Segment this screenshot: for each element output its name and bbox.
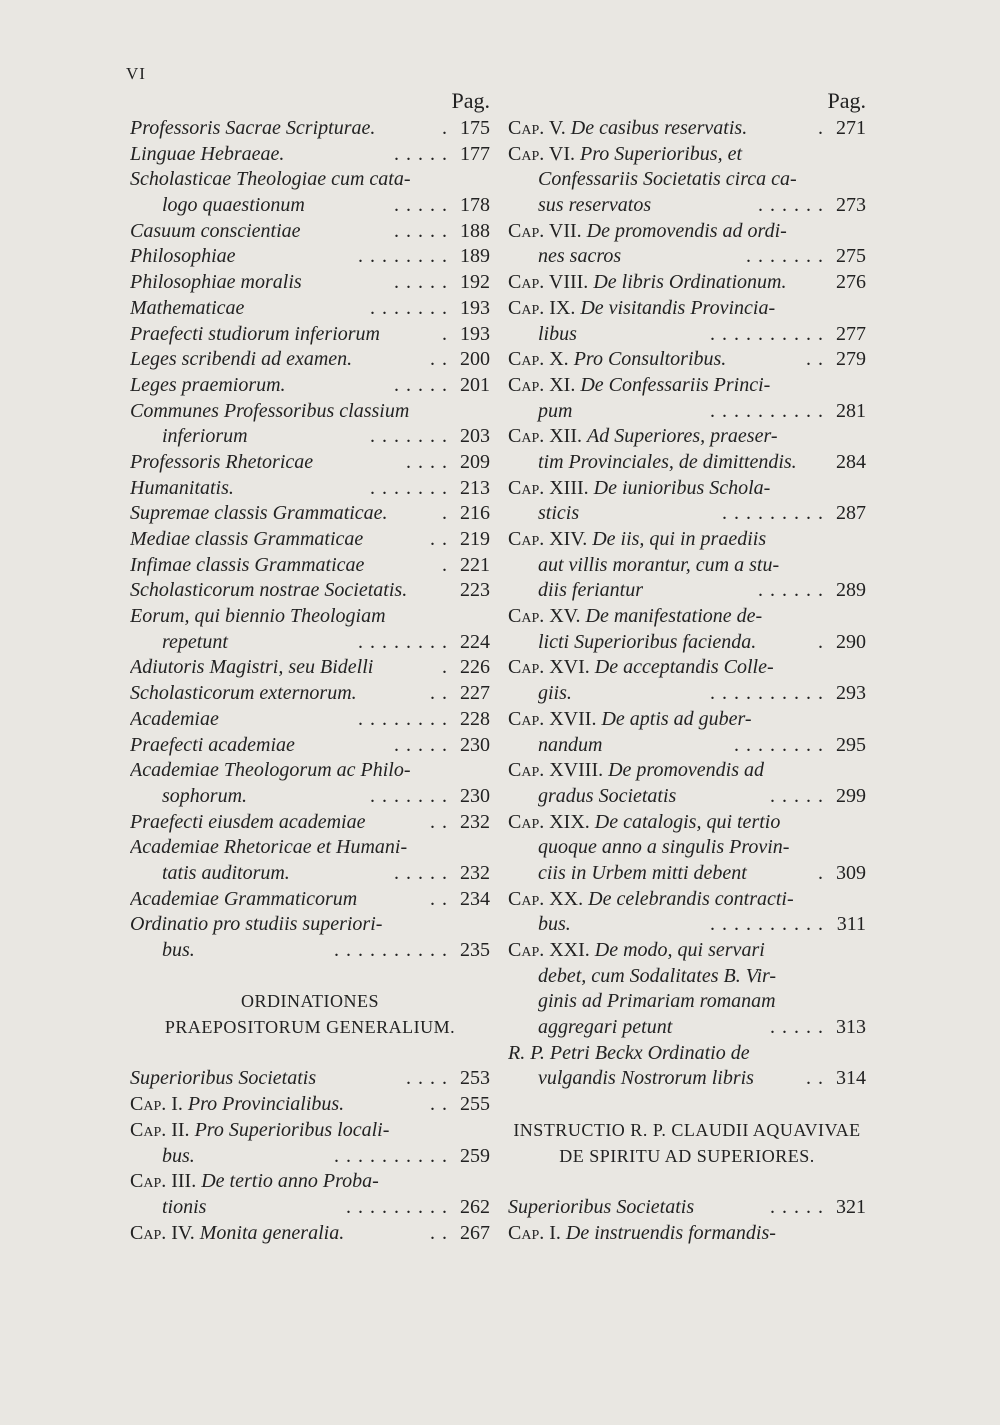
leader-dots: .. xyxy=(806,348,830,371)
spacer xyxy=(130,1041,490,1067)
toc-entry-title: De iunioribus Schola- xyxy=(593,476,771,499)
toc-page-number: 276 xyxy=(832,270,866,296)
pag-label-right: Pag. xyxy=(827,88,866,113)
toc-entry-title: De celebrandis contracti- xyxy=(588,887,794,910)
toc-entry xyxy=(508,167,866,193)
toc-entry xyxy=(508,296,866,322)
toc-page-number: 234 xyxy=(456,887,490,913)
toc-page-number: 314 xyxy=(832,1066,866,1092)
toc-entry-title: Adiutoris Magistri, seu Bidelli xyxy=(130,656,374,679)
toc-page-number: 295 xyxy=(832,733,866,759)
toc-entry-title: repetunt xyxy=(162,630,228,653)
toc-entry-title: quoque anno a singulis Provin- xyxy=(538,836,790,859)
toc-entry-title: Communes Professoribus classium xyxy=(130,399,410,422)
spacer xyxy=(508,1092,866,1118)
toc-entry xyxy=(130,270,490,296)
toc-entry xyxy=(508,989,866,1015)
toc-entry-title: Academiae Rhetoricae et Humani- xyxy=(130,836,408,859)
toc-page-number: 230 xyxy=(456,784,490,810)
toc-page-number: 200 xyxy=(456,347,490,373)
toc-entry-title: diis feriantur xyxy=(538,579,644,602)
leader-dots: . xyxy=(442,117,454,139)
leader-dots: .. xyxy=(430,528,454,550)
toc-entry-title: De visitandis Provincia- xyxy=(580,296,776,319)
toc-entry-title: Academiae xyxy=(130,707,219,730)
toc-entry-title: Ad Superiores, praeser- xyxy=(587,425,778,448)
toc-entry-title: Confessariis Societatis circa ca- xyxy=(538,168,797,191)
toc-entry-title: Supremae classis Grammaticae. xyxy=(130,502,388,525)
toc-page-number: 213 xyxy=(456,476,490,502)
toc-entry-title: nes sacros xyxy=(538,245,622,268)
leader-dots: ......... xyxy=(346,1195,454,1218)
toc-page-number: 209 xyxy=(456,450,490,476)
toc-page-number: 226 xyxy=(456,655,490,681)
leader-dots: .......... xyxy=(710,399,830,422)
toc-entry xyxy=(508,424,866,450)
toc-entry xyxy=(508,322,866,348)
toc-entry xyxy=(130,373,490,399)
leader-dots: .......... xyxy=(710,913,830,936)
toc-page-number: 284 xyxy=(832,450,866,476)
chapter-label: Cap. VIII. xyxy=(508,271,594,294)
leader-dots: . xyxy=(818,117,830,139)
chapter-label: Cap. XVII. xyxy=(508,707,602,730)
leader-dots: ..... xyxy=(394,194,454,217)
toc-entry xyxy=(508,861,866,887)
toc-page-number: 177 xyxy=(456,142,490,168)
leader-dots: . xyxy=(442,553,454,576)
toc-entry xyxy=(130,322,490,348)
toc-entry-title: aggregari petunt xyxy=(538,1016,673,1039)
toc-page-number: 290 xyxy=(832,630,866,656)
toc-entry xyxy=(508,784,866,810)
toc-entry xyxy=(508,270,866,296)
toc-page-number: 309 xyxy=(832,861,866,887)
toc-entry-title: Pro Provincialibus. xyxy=(187,1093,345,1116)
toc-entry-title: debet, cum Sodalitates B. Vir- xyxy=(538,964,777,987)
toc-page-number: 193 xyxy=(456,296,490,322)
leader-dots: . xyxy=(442,656,454,679)
toc-page-number: 193 xyxy=(456,322,490,348)
toc-entry-title: Pro Consultoribus. xyxy=(573,348,727,371)
toc-entry xyxy=(508,1015,866,1041)
toc-entry-title: Pro Superioribus locali- xyxy=(194,1118,390,1141)
toc-page-number: 175 xyxy=(456,116,490,142)
toc-page-number: 192 xyxy=(456,270,490,296)
toc-entry-title: Mediae classis Grammaticae xyxy=(130,528,364,550)
toc-entry xyxy=(508,116,866,142)
chapter-label: Cap. XIX. xyxy=(508,810,595,833)
left-toc-list-2 xyxy=(130,1066,490,1246)
toc-entry xyxy=(508,681,866,707)
leader-dots: ....... xyxy=(746,245,830,268)
toc-entry xyxy=(130,887,490,913)
toc-entry-title: ginis ad Primariam romanam xyxy=(538,990,776,1013)
toc-entry-title: bus. xyxy=(162,939,195,961)
chapter-label: Cap. VI. xyxy=(508,142,580,165)
toc-entry-title: De aptis ad guber- xyxy=(601,707,752,730)
leader-dots: ...... xyxy=(758,194,830,217)
toc-entry-title: aut villis morantur, cum a stu- xyxy=(538,553,780,576)
toc-entry xyxy=(508,604,866,630)
toc-page-number: 321 xyxy=(832,1195,866,1221)
section-heading: INSTRUCTIO R. P. CLAUDII AQUAVIVAE xyxy=(513,1119,861,1140)
leader-dots: . xyxy=(442,502,454,525)
toc-entry xyxy=(508,193,866,219)
leader-dots: ........ xyxy=(358,630,454,653)
toc-entry xyxy=(130,938,490,964)
toc-entry-title: De catalogis, qui tertio xyxy=(594,810,781,833)
toc-entry xyxy=(130,1066,490,1092)
toc-entry xyxy=(130,835,490,861)
leader-dots: . xyxy=(442,322,454,345)
toc-entry xyxy=(130,450,490,476)
toc-page-number: 267 xyxy=(456,1221,490,1247)
toc-entry-title: Philosophiae xyxy=(130,245,236,268)
toc-entry-title: Praefecti eiusdem academiae xyxy=(130,810,366,833)
toc-page-number: 227 xyxy=(456,681,490,707)
leader-dots: ....... xyxy=(370,425,454,448)
toc-entry-title: bus. xyxy=(538,913,571,936)
toc-page-number: 289 xyxy=(832,578,866,604)
toc-entry-title: Praefecti studiorum inferiorum xyxy=(130,322,380,345)
leader-dots: ..... xyxy=(770,784,830,807)
chapter-label: Cap. I. xyxy=(508,1221,566,1244)
toc-entry-title: bus. xyxy=(162,1144,195,1167)
chapter-label: Cap. XX. xyxy=(508,887,589,910)
toc-page-number: 189 xyxy=(456,244,490,270)
spacer xyxy=(508,1169,866,1195)
toc-entry-title: Pro Superioribus, et xyxy=(579,142,743,165)
toc-page-number: 287 xyxy=(832,501,866,527)
toc-page-number: 230 xyxy=(456,733,490,759)
leader-dots: .... xyxy=(406,1067,454,1090)
toc-entry-title: Linguae Hebraeae. xyxy=(130,142,285,165)
leader-dots: ..... xyxy=(394,219,454,242)
toc-entry-title: De Confessariis Princi- xyxy=(580,373,771,396)
toc-entry xyxy=(508,373,866,399)
toc-page-number: 262 xyxy=(456,1195,490,1221)
chapter-label: Cap. III. xyxy=(130,1170,202,1193)
chapter-label: Cap. XI. xyxy=(508,373,581,396)
toc-entry xyxy=(130,758,490,784)
toc-page-number: 275 xyxy=(832,244,866,270)
toc-entry xyxy=(130,655,490,681)
toc-entry-title: De modo, qui servari xyxy=(594,939,765,961)
toc-entry-title: Professoris Sacrae Scripturae. xyxy=(130,117,376,139)
toc-entry xyxy=(508,553,866,579)
toc-page-number: 203 xyxy=(456,424,490,450)
toc-entry xyxy=(130,527,490,553)
toc-entry-title: Leges praemiorum. xyxy=(130,373,286,396)
toc-entry-title: De manifestatione de- xyxy=(585,605,763,628)
toc-entry xyxy=(508,938,866,964)
leader-dots: .... xyxy=(406,450,454,473)
toc-entry xyxy=(130,1092,490,1118)
leader-dots: ........ xyxy=(734,733,830,756)
chapter-label: Cap. XV. xyxy=(508,605,586,628)
chapter-label: Cap. VII. xyxy=(508,219,587,242)
section-heading: DE SPIRITU AD SUPERIORES. xyxy=(559,1145,815,1166)
toc-entry-title: Scholasticorum externorum. xyxy=(130,682,357,705)
leader-dots: ....... xyxy=(370,784,454,807)
leader-dots: ..... xyxy=(394,861,454,884)
toc-entry xyxy=(508,707,866,733)
toc-entry-title: tatis auditorum. xyxy=(162,861,290,884)
toc-entry xyxy=(130,167,490,193)
toc-entry-title: tionis xyxy=(162,1195,207,1218)
toc-entry xyxy=(130,733,490,759)
pag-label-left: Pag. xyxy=(451,88,490,113)
toc-entry xyxy=(130,604,490,630)
chapter-label: Cap. XII. xyxy=(508,425,587,448)
toc-entry xyxy=(130,912,490,938)
toc-entry-title: Academiae Theologorum ac Philo- xyxy=(130,759,411,782)
leader-dots: .. xyxy=(430,1221,454,1244)
leader-dots: ....... xyxy=(370,296,454,319)
toc-entry-title: libus xyxy=(538,322,577,345)
toc-entry xyxy=(508,142,866,168)
toc-page-number: 216 xyxy=(456,501,490,527)
toc-entry xyxy=(130,219,490,245)
leader-dots: .......... xyxy=(710,322,830,345)
leader-dots: ...... xyxy=(758,579,830,602)
toc-entry xyxy=(130,630,490,656)
toc-entry-title: De libris Ordinationum. xyxy=(593,271,787,294)
toc-entry xyxy=(508,347,866,373)
leader-dots: .. xyxy=(430,682,454,705)
toc-entry-title: De iis, qui in praediis xyxy=(592,528,767,550)
leader-dots: .. xyxy=(430,810,454,833)
leader-dots: . xyxy=(818,630,830,653)
section-heading: PRAEPOSITORUM GENERALIUM. xyxy=(164,1017,456,1038)
toc-entry xyxy=(130,476,490,502)
toc-page-number: 271 xyxy=(832,116,866,142)
toc-entry-title: Praefecti academiae xyxy=(130,733,295,756)
toc-page-number: 228 xyxy=(456,707,490,733)
toc-page-number: 219 xyxy=(456,527,490,553)
leader-dots: .. xyxy=(430,1093,454,1116)
leader-dots: ..... xyxy=(394,271,454,294)
leader-dots: ........ xyxy=(358,245,454,268)
toc-page-number: 223 xyxy=(456,578,490,604)
left-toc-list xyxy=(130,116,490,964)
toc-page-number: 277 xyxy=(832,322,866,348)
leader-dots: ..... xyxy=(394,733,454,756)
toc-page-number: 224 xyxy=(456,630,490,656)
toc-entry xyxy=(508,758,866,784)
right-toc-list xyxy=(508,116,866,1092)
toc-entry xyxy=(130,1118,490,1144)
toc-page-number: 221 xyxy=(456,553,490,579)
chapter-label: Cap. IV. xyxy=(130,1221,200,1244)
toc-entry xyxy=(508,219,866,245)
toc-entry xyxy=(508,1041,866,1067)
toc-entry-title: tim Provinciales, de dimittendis. xyxy=(538,450,797,473)
toc-entry xyxy=(508,810,866,836)
chapter-label: Cap. I. xyxy=(130,1093,188,1116)
toc-entry-title: sticis xyxy=(538,502,580,525)
toc-entry-title: Professoris Rhetoricae xyxy=(130,450,314,473)
chapter-label: Cap. X. xyxy=(508,348,574,371)
chapter-label: Cap. XIV. xyxy=(508,528,593,550)
toc-page-number: 281 xyxy=(832,399,866,425)
toc-page-number: 255 xyxy=(456,1092,490,1118)
toc-entry-title: R. P. Petri Beckx Ordinatio de xyxy=(508,1041,750,1064)
toc-entry xyxy=(508,527,866,553)
toc-entry xyxy=(130,116,490,142)
leader-dots: ..... xyxy=(394,142,454,165)
toc-entry-title: nandum xyxy=(538,733,603,756)
spacer xyxy=(130,964,490,990)
toc-entry-title: De acceptandis Colle- xyxy=(594,656,774,679)
leader-dots: .......... xyxy=(334,1144,454,1167)
toc-entry xyxy=(130,784,490,810)
toc-page-number: 273 xyxy=(832,193,866,219)
toc-entry xyxy=(130,810,490,836)
toc-entry-title: gradus Societatis xyxy=(538,784,677,807)
toc-entry xyxy=(130,142,490,168)
toc-entry-title: Mathematicae xyxy=(130,296,245,319)
toc-entry xyxy=(508,655,866,681)
toc-entry xyxy=(130,1169,490,1195)
toc-entry xyxy=(508,399,866,425)
leader-dots: ..... xyxy=(770,1016,830,1039)
toc-page-number: 313 xyxy=(832,1015,866,1041)
leader-dots: ..... xyxy=(394,373,454,396)
toc-entry-title: De casibus reservatis. xyxy=(570,117,748,139)
toc-entry-title: De tertio anno Proba- xyxy=(201,1170,379,1193)
toc-entry-title: Academiae Grammaticorum xyxy=(130,887,358,910)
toc-entry xyxy=(508,1195,866,1221)
toc-entry xyxy=(130,1195,490,1221)
toc-entry-title: De promovendis ad xyxy=(608,759,765,782)
toc-entry xyxy=(130,681,490,707)
toc-entry xyxy=(508,244,866,270)
toc-entry xyxy=(130,1144,490,1170)
chapter-label: Cap. XVIII. xyxy=(508,759,609,782)
chapter-label: Cap. XXI. xyxy=(508,939,595,961)
toc-entry-title: De promovendis ad ordi- xyxy=(586,219,787,242)
chapter-label: Cap. IX. xyxy=(508,296,581,319)
toc-entry xyxy=(130,244,490,270)
toc-entry-title: pum xyxy=(538,399,573,422)
leader-dots: .......... xyxy=(334,939,454,961)
toc-entry-title: inferiorum xyxy=(162,425,248,448)
chapter-label: Cap. V. xyxy=(508,117,571,139)
leader-dots: .. xyxy=(806,1067,830,1090)
toc-entry-title: Monita generalia. xyxy=(199,1221,345,1244)
leader-dots: .. xyxy=(430,348,454,371)
toc-entry-title: Humanitatis. xyxy=(130,476,234,499)
toc-page-number: 178 xyxy=(456,193,490,219)
toc-entry xyxy=(508,964,866,990)
toc-entry xyxy=(508,887,866,913)
section-heading: ORDINATIONES xyxy=(241,991,379,1012)
toc-entry-title: Casuum conscientiae xyxy=(130,219,301,242)
toc-page-number: 188 xyxy=(456,219,490,245)
page-number: VI xyxy=(126,64,146,83)
toc-entry-title: sophorum. xyxy=(162,784,248,807)
toc-entry xyxy=(508,1066,866,1092)
toc-entry xyxy=(130,424,490,450)
toc-entry xyxy=(508,835,866,861)
right-toc-list-2 xyxy=(508,1195,866,1246)
chapter-label: Cap. XVI. xyxy=(508,656,595,679)
leader-dots: ....... xyxy=(370,476,454,499)
toc-entry-title: ciis in Urbem mitti debent xyxy=(538,861,747,884)
toc-page-number: 201 xyxy=(456,373,490,399)
toc-page-number: 293 xyxy=(832,681,866,707)
toc-entry-title: Scholasticae Theologiae cum cata- xyxy=(130,168,411,191)
toc-entry xyxy=(130,578,490,604)
toc-entry-title: Philosophiae moralis xyxy=(130,271,302,294)
toc-entry-title: Ordinatio pro studiis superiori- xyxy=(130,913,383,936)
toc-entry xyxy=(508,476,866,502)
toc-entry xyxy=(130,296,490,322)
toc-entry-title: Scholasticorum nostrae Societatis. xyxy=(130,579,408,602)
toc-entry-title: De instruendis formandis- xyxy=(565,1221,776,1244)
toc-entry-title: vulgandis Nostrorum libris xyxy=(538,1067,754,1090)
leader-dots: ..... xyxy=(770,1195,830,1218)
toc-page-number: 232 xyxy=(456,861,490,887)
toc-entry xyxy=(130,501,490,527)
leader-dots: .. xyxy=(430,887,454,910)
toc-entry xyxy=(508,1221,866,1247)
toc-entry xyxy=(130,553,490,579)
toc-page-number: 232 xyxy=(456,810,490,836)
toc-entry xyxy=(508,733,866,759)
chapter-label: Cap. II. xyxy=(130,1118,195,1141)
toc-entry-title: giis. xyxy=(538,682,572,705)
toc-entry xyxy=(130,1221,490,1247)
toc-entry xyxy=(508,501,866,527)
toc-page-number: 235 xyxy=(456,938,490,964)
left-column xyxy=(130,86,490,1246)
toc-entry-title: Superioribus Societatis xyxy=(508,1195,695,1218)
toc-entry xyxy=(508,630,866,656)
toc-entry xyxy=(130,861,490,887)
toc-page-number: 279 xyxy=(832,347,866,373)
toc-entry xyxy=(130,193,490,219)
toc-entry-title: Eorum, qui biennio Theologiam xyxy=(130,605,386,628)
leader-dots: .......... xyxy=(710,682,830,705)
leader-dots: . xyxy=(818,861,830,884)
toc-page-number: 253 xyxy=(456,1066,490,1092)
leader-dots: ........ xyxy=(358,707,454,730)
toc-entry-title: Leges scribendi ad examen. xyxy=(130,348,353,371)
toc-page-number: 259 xyxy=(456,1144,490,1170)
leader-dots: ......... xyxy=(722,502,830,525)
toc-entry-title: sus reservatos xyxy=(538,194,652,217)
right-column xyxy=(508,86,866,1246)
chapter-label: Cap. XIII. xyxy=(508,476,594,499)
toc-entry xyxy=(130,347,490,373)
toc-entry-title: logo quaestionum xyxy=(162,194,305,217)
toc-entry-title: licti Superioribus facienda. xyxy=(538,630,757,653)
toc-entry-title: Superioribus Societatis xyxy=(130,1067,317,1090)
toc-entry xyxy=(508,578,866,604)
toc-page-number: 311 xyxy=(833,912,866,938)
toc-entry-title: Infimae classis Grammaticae xyxy=(130,553,365,576)
toc-entry xyxy=(508,450,866,476)
toc-entry xyxy=(508,912,866,938)
toc-entry xyxy=(130,399,490,425)
toc-page-number: 299 xyxy=(832,784,866,810)
toc-entry xyxy=(130,707,490,733)
